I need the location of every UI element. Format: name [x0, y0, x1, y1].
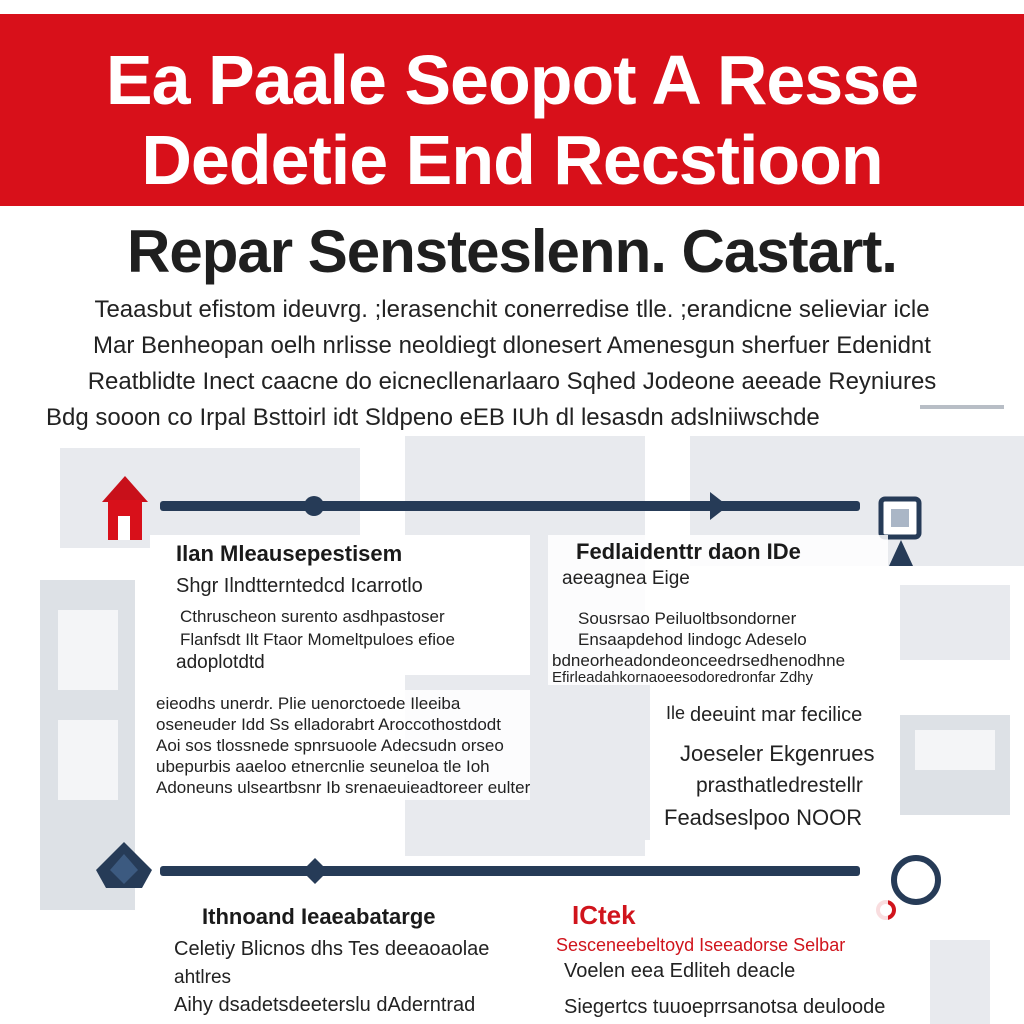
panel-step2-notes [660, 696, 890, 836]
house-icon [100, 474, 150, 542]
panel-line: Voelen eea Edliteh deacle [564, 960, 796, 982]
intro-paragraph [30, 292, 994, 436]
panel-title: ICtek [572, 900, 636, 930]
panel-line: Ensaapdehod lindogc Adeselo [578, 630, 807, 649]
panel-title: Fedlaidenttr daon IDe [576, 539, 801, 564]
panel-line: Sesceneebeltoyd Iseeadorse Selbar [556, 935, 846, 955]
panel-subtitle: aeeagnea Eige [562, 568, 690, 589]
panel-line: Feadseslpoo NOOR [664, 805, 863, 830]
panel-line: ubepurbis aaeloo etnercnlie seuneloa tle Ioh [156, 757, 490, 776]
background-building [930, 940, 990, 1024]
background-building [900, 585, 1010, 660]
panel-line: prasthatledrestellr [696, 774, 863, 797]
panel-step1 [150, 535, 530, 675]
intro-trailing-rule [920, 405, 1004, 409]
intro-line: Bdg sooon co Irpal Bsttoirl idt Sldpeno eEB IUh dl lesasdn adslniiwschde [46, 404, 820, 431]
panel-step4 [548, 890, 888, 1024]
timeline-dot-icon [300, 856, 330, 891]
panel-line: deeuint mar fecilice [690, 704, 863, 726]
background-window [58, 610, 118, 690]
banner-title-line1: Ea Paale Seopot A Resse [105, 41, 919, 119]
panel-title: Ithnoand Ieaeabatarge [202, 904, 436, 929]
panel-line: Flanfsdt Ilt Ftaor Momeltpuloes efioe [180, 630, 455, 649]
panel-line: Sousrsao Peiluoltbsondorner [578, 609, 797, 628]
panel-line: ahtlres [174, 967, 232, 988]
panel-line: Efirleadahkornaoeesodoredronfar Zdhy [552, 669, 813, 686]
panel-line: Joeseler Ekgenrues [680, 741, 875, 766]
panel-line: adoplotdtd [176, 652, 265, 673]
panel-line: oseneuder Idd Ss elladorabrt Aroccothostdodt [156, 715, 501, 734]
panel-line: Shgr Ilndtterntedcd Icarrotlo [176, 575, 423, 597]
panel-step3 [162, 890, 522, 1024]
panel-tag: Ile [666, 703, 686, 723]
intro-line: Mar Benheopan oelh nrlisse neoldiegt dlonesert Amenesgun sherfuer Edenidnt [93, 332, 931, 359]
panel-line: Aoi sos tlossnede spnrsuoole Adecsudn orseo [156, 736, 504, 755]
background-window [915, 730, 995, 770]
page-subtitle: Repar Sensteslenn. Castart. [127, 218, 897, 285]
house-icon [94, 840, 154, 895]
intro-line: Reatblidte Inect caacne do eicnecllenarlaaro Sqhed Jodeone aeeade Reyniures [87, 368, 937, 395]
panel-line: bdneorheadondeonceedrsedhenodhne [552, 651, 846, 670]
panel-line: Cthruscheon surento asdhpastoser [180, 607, 445, 626]
panel-line: Celetiy Blicnos dhs Tes deeaoaolae [174, 938, 490, 960]
intro-line: Teaasbut efistom ideuvrg. ;lerasenchit conerredise tlle. ;erandicne selieviar icle [94, 296, 930, 323]
timeline-track [160, 866, 860, 876]
panel-step1-details [150, 690, 530, 800]
panel-title: Ilan Mleausepestisem [176, 541, 403, 566]
panel-line: eieodhs unerdr. Plie uenorctoede Ileeiba [156, 694, 461, 713]
background-window [58, 720, 118, 800]
panel-line: Siegertcs tuuoeprrsanotsa deuloode [564, 996, 886, 1018]
banner-title-line2: Dedetie End Recstioon [141, 121, 883, 199]
panel-line: Adoneuns ulseartbsnr Ib srenaeuieadtoreer eulter [156, 778, 531, 797]
title-banner [0, 14, 1024, 206]
timeline-dot-icon [302, 494, 326, 523]
timeline-arrow-icon [706, 492, 730, 525]
timeline-track [160, 501, 860, 511]
panel-line: Aihy dsadetsdeeterslu dAderntrad [174, 994, 476, 1016]
panel-step2 [548, 535, 888, 685]
